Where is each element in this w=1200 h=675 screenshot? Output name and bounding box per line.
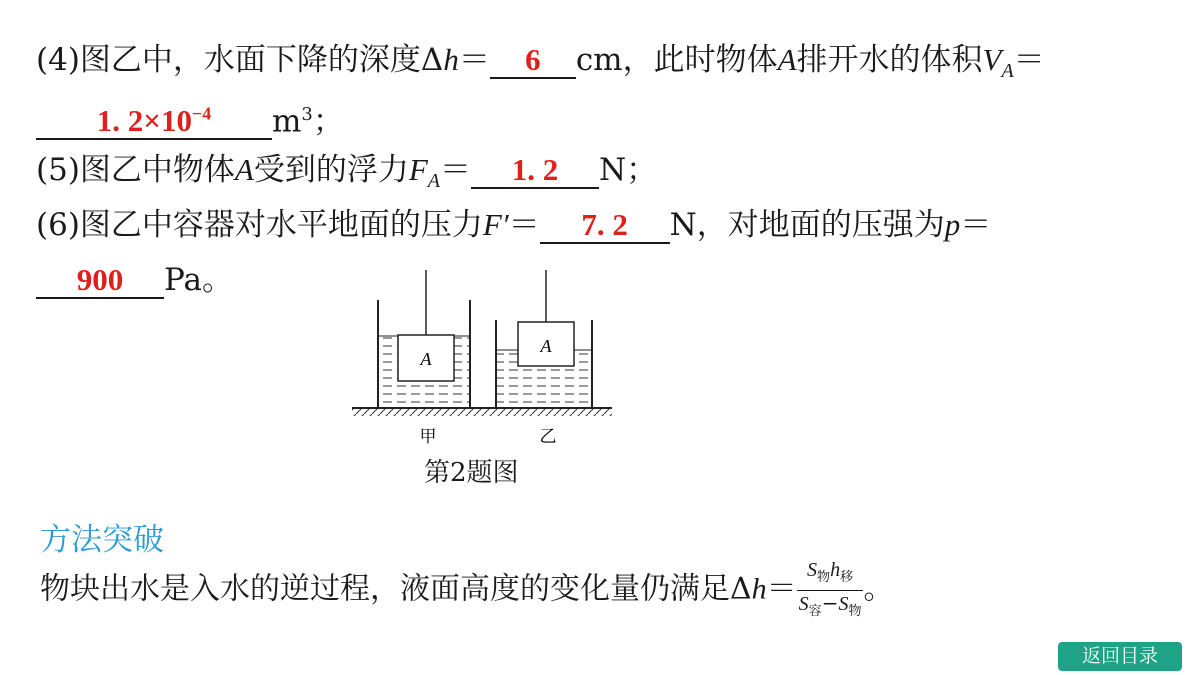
container-jia	[378, 270, 470, 408]
q6-p: p	[944, 207, 961, 242]
fraction-numerator	[797, 557, 864, 591]
num-s: S	[807, 559, 818, 581]
q4-volume-exponent: −4	[191, 104, 212, 124]
container-yi	[496, 270, 592, 408]
q6-equals-2: ＝	[960, 207, 992, 243]
method-text-body: 物块出水是入水的逆过程，液面高度的变化量仍满足Δ	[40, 571, 752, 607]
q4-end: ；	[312, 103, 344, 140]
q4-equals: ＝	[458, 42, 490, 78]
q5-blank	[471, 153, 599, 189]
method-fraction	[797, 557, 864, 624]
q6-pressure-blank	[36, 263, 164, 299]
q5-prefix: (5)图乙中物体	[36, 152, 235, 188]
q4-unit-m: m	[272, 103, 302, 140]
q6-mid-text: N，对地面的压强为	[669, 207, 945, 243]
block-label-yi: A	[540, 336, 552, 356]
q5-mid-text: 受到的浮力	[253, 152, 409, 188]
q4-prefix: (4)图乙中，水面下降的深度Δ	[36, 42, 444, 78]
num-s-sub: 物	[817, 570, 831, 585]
num-h-sub: 移	[840, 570, 854, 585]
q4-unit-cm: cm，此时物体	[575, 42, 778, 78]
q4-depth-blank	[490, 43, 576, 79]
ground-hatch	[352, 408, 612, 416]
q4-volume-mantissa: 1. 2×10	[96, 103, 192, 139]
label-yi: 乙	[539, 427, 557, 447]
container-diagram	[340, 262, 630, 452]
q6-force-answer: 7. 2	[581, 207, 628, 242]
q4-unit-exp: 3	[301, 104, 313, 125]
q4-h: h	[443, 42, 459, 77]
q5-f-subscript: A	[427, 170, 441, 193]
den-minus: −	[821, 591, 839, 615]
den-s1: S	[798, 593, 809, 615]
q6-force-blank	[540, 208, 670, 244]
q4-object-a: A	[777, 42, 797, 77]
den-s1-sub: 容	[808, 604, 822, 619]
method-h: h	[751, 572, 767, 606]
q4-mid-text: 排开水的体积	[796, 42, 983, 78]
back-to-contents-button[interactable]: 返回目录	[1058, 642, 1182, 671]
fraction-denominator	[797, 591, 864, 624]
q5-end: N；	[599, 152, 658, 188]
q6-end: Pa。	[164, 262, 233, 298]
q4-v: V	[982, 42, 1002, 77]
figure-caption: 第2题图	[424, 458, 519, 488]
q5-answer: 1. 2	[511, 152, 559, 187]
question-6-line-1	[36, 205, 991, 245]
q4-volume-answer	[97, 103, 211, 138]
q4-depth-answer: 6	[525, 42, 541, 77]
label-jia: 甲	[419, 427, 437, 447]
den-s2: S	[838, 593, 849, 615]
method-heading: 方法突破	[40, 522, 164, 558]
q6-prefix: (6)图乙中容器对水平地面的压力	[36, 207, 483, 243]
q4-volume-blank	[36, 97, 272, 140]
den-s2-sub: 物	[848, 604, 862, 619]
q6-f-prime: F′	[482, 207, 509, 242]
q5-equals: ＝	[440, 152, 472, 188]
question-5-line	[36, 150, 657, 201]
q5-object-a: A	[234, 152, 254, 187]
question-4-line-1	[36, 40, 1045, 91]
num-h: h	[830, 559, 841, 581]
q4-equals-2: ＝	[1013, 42, 1045, 78]
method-equals: ＝	[766, 571, 797, 607]
method-text	[40, 557, 893, 624]
question-6-line-2	[36, 260, 233, 300]
q4-v-subscript: A	[1001, 60, 1014, 83]
question-4-line-2	[36, 95, 344, 141]
block-label-jia: A	[420, 349, 432, 369]
method-end: 。	[863, 571, 894, 607]
q5-f: F	[408, 152, 428, 187]
q6-equals: ＝	[508, 207, 540, 243]
q6-pressure-answer: 900	[76, 262, 124, 297]
